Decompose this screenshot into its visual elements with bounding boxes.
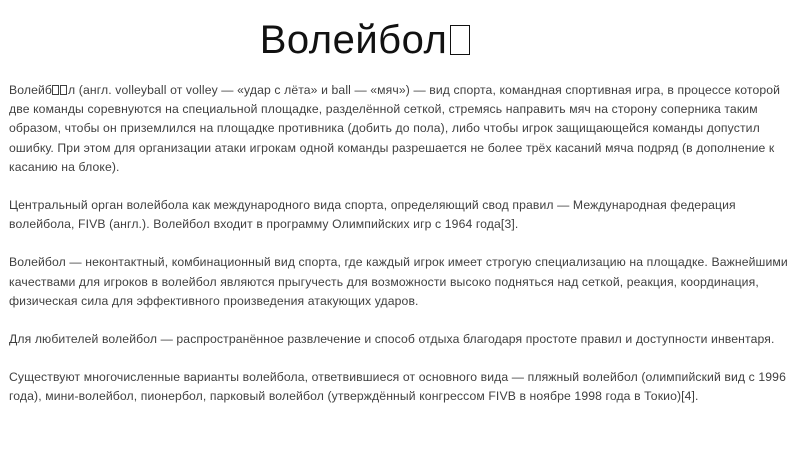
paragraph-text: Существуют многочисленные варианты волейбола, ответвившиеся от основного вида — пляжный волейбол (олимпийский вид с 1996 года), мини-волейбол, пионербол, парковый волейбол (утверждённый конгрессом FIVB в ноябре 1998 года в Токио)[4]. bbox=[9, 370, 786, 404]
paragraph-definition bbox=[9, 81, 788, 177]
paragraph-lead: Волейб bbox=[9, 83, 53, 97]
paragraph-qualities bbox=[9, 253, 788, 311]
paragraph-text: Волейбол — неконтактный, комбинационный вид спорта, где каждый игрок имеет строгую специализацию на площадке. Важнейшими качествами для игроков в волейбол являются прыгучесть для возможности высоко подняться над сеткой, реакция, координация, физическая сила для эффективного произведения атакующих ударов. bbox=[9, 255, 788, 308]
missing-glyph-box bbox=[60, 85, 67, 95]
paragraph-text: Центральный орган волейбола как международного вида спорта, определяющий свод правил — Международная федерация волейбола, FIVB (англ.). Волейбол входит в программу Олимпийских игр с 1964 года[3]. bbox=[9, 198, 736, 232]
paragraph-amateurs bbox=[9, 330, 788, 349]
slide-body bbox=[9, 81, 788, 426]
paragraph-text: Для любителей волейбол — распространённое развлечение и способ отдыха благодаря простоте правил и доступности инвентаря. bbox=[9, 332, 775, 347]
paragraph-text: л (англ. volleyball от volley — «удар с лёта» и ball — «мяч») — вид спорта, командная спортивная игра, в процессе которой две команды соревнуются на специальной площадке, разделённой сеткой, стремясь направить мяч на сторону соперника таким образом, чтобы он приземлился на площадке противника (добить до пола), либо чтобы игрок защищающейся команды допустил ошибку. При этом для организации атаки игрокам одной команды разрешается не более трёх касаний мяча подряд (в дополнение к касанию на блоке). bbox=[9, 83, 781, 174]
paragraph-federation bbox=[9, 196, 788, 234]
paragraph-variants bbox=[9, 368, 788, 406]
slide-title bbox=[0, 18, 730, 63]
slide-title-text: Волейбол bbox=[259, 18, 448, 62]
missing-glyph-box bbox=[450, 25, 470, 55]
missing-glyph-box bbox=[52, 85, 59, 95]
